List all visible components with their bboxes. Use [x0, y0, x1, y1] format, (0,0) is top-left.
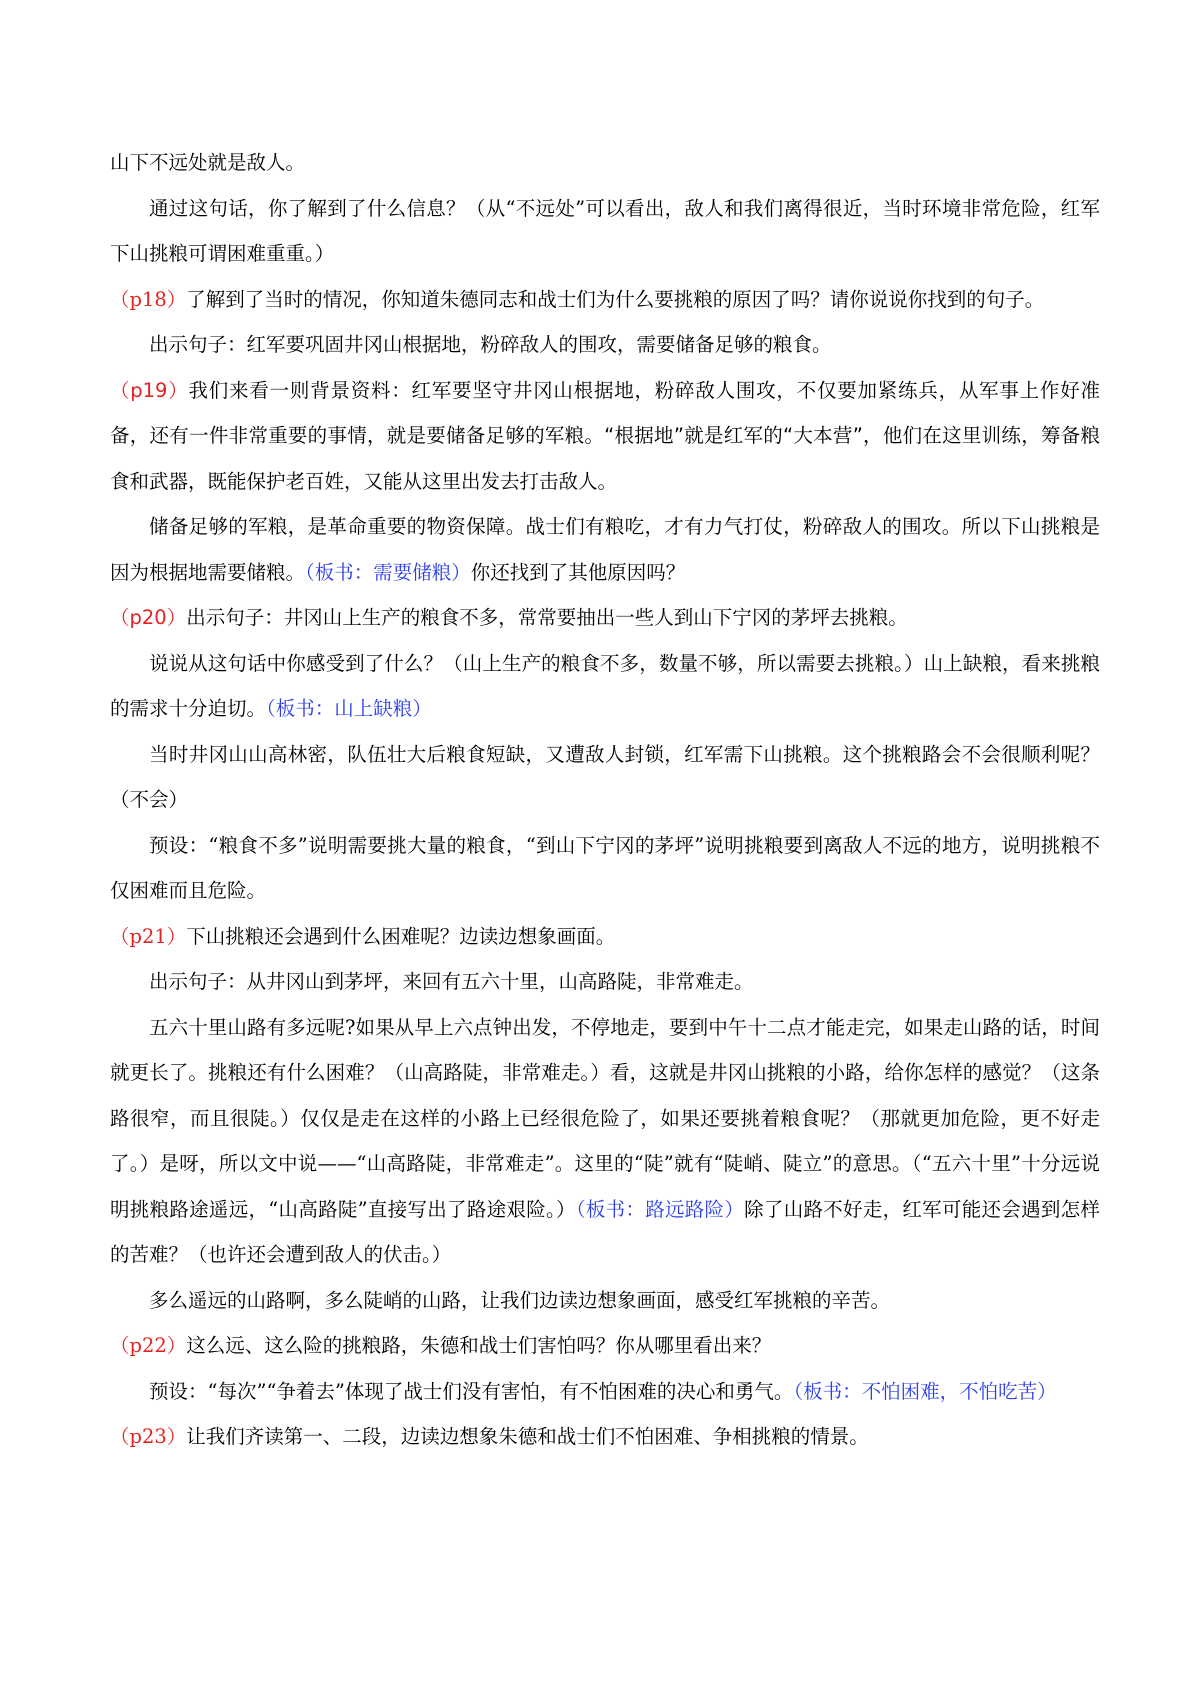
text-segment: 你还找到了其他原因吗？: [470, 560, 686, 584]
slide-ref-label: （p19）: [110, 378, 189, 402]
paragraph-14: [110, 1278, 1100, 1324]
slide-ref-label: （p21）: [110, 924, 187, 948]
text-segment: 预设：“粮食不多”说明需要挑大量的粮食，“到山下宁冈的茅坪”说明挑粮要到离敌人不远的地方，说明挑粮不仅困难而且危险。: [110, 833, 1100, 902]
text-segment: 了解到了当时的情况，你知道朱德同志和战士们为什么要挑粮的原因了吗？请你说说你找到的句子。: [186, 287, 1045, 311]
board-note: （板书：需要储粮）: [305, 560, 471, 584]
slide-ref-label: （p20）: [110, 606, 187, 629]
paragraph-5: [110, 368, 1100, 505]
paragraph-12: [110, 959, 1100, 1005]
paragraph-6: [110, 504, 1100, 595]
slide-ref-label: （p18）: [110, 287, 187, 311]
paragraph-4: [110, 322, 1100, 368]
board-note: （板书：不怕困难，不怕吃苦）: [793, 1379, 1057, 1403]
paragraph-8: [110, 641, 1100, 732]
text-segment: 储备足够的军粮，是革命重要的物资保障。战士们有粮吃，才有力气打仗，粉碎敌人的围攻。所以下山挑粮是因为根据地需要储粮。: [110, 515, 1100, 584]
text-segment: 这么远、这么险的挑粮路，朱德和战士们害怕吗？你从哪里看出来？: [186, 1334, 772, 1357]
text-segment: 预设：“每次”“争着去”体现了战士们没有害怕，有不怕困难的决心和勇气。: [149, 1379, 794, 1403]
board-note: （板书：山上缺粮）: [266, 697, 432, 720]
text-segment: 下山挑粮还会遇到什么困难呢？边读边想象画面。: [186, 924, 616, 948]
paragraph-16: [110, 1369, 1100, 1415]
paragraph-10: [110, 823, 1100, 914]
paragraph-11: [110, 914, 1100, 960]
text-segment: 我们来看一则背景资料：红军要坚守井冈山根据地，粉碎敌人围攻，不仅要加紧练兵，从军事上作好准备，还有一件非常重要的事情，就是要储备足够的军粮。“根据地”就是红军的“大本营”，他们在这里训练，筹备粮食和武器，既能保护老百姓，又能从这里出发去打击敌人。: [110, 378, 1100, 493]
text-segment: 当时井冈山山高林密，队伍壮大后粮食短缺，又遭敌人封锁，红军需下山挑粮。这个挑粮路会不会很顺利呢？（不会）: [110, 742, 1100, 811]
paragraph-13: [110, 1005, 1100, 1278]
paragraph-3: [110, 277, 1100, 323]
text-segment: 多么遥远的山路啊，多么陡峭的山路，让我们边读边想象画面，感受红军挑粮的辛苦。: [149, 1288, 891, 1312]
text-segment: 通过这句话，你了解到了什么信息？（从“不远处”可以看出，敌人和我们离得很近，当时环境非常危险，红军下山挑粮可谓困难重重。）: [110, 196, 1100, 265]
slide-ref-label: （p23）: [110, 1425, 187, 1448]
lesson-text: [110, 140, 1100, 1460]
board-note: （板书：路远路险）: [575, 1197, 745, 1221]
paragraph-9: [110, 732, 1100, 823]
text-segment: 山下不远处就是敌人。: [110, 151, 306, 174]
text-segment: 让我们齐读第一、二段，边读边想象朱德和战士们不怕困难、争相挑粮的情景。: [186, 1425, 869, 1448]
text-segment: 出示句子：红军要巩固井冈山根据地，粉碎敌人的围攻，需要储备足够的粮食。: [149, 333, 832, 356]
paragraph-15: [110, 1323, 1100, 1369]
text-segment: 说说从这句话中你感受到了什么？（山上生产的粮食不多，数量不够，所以需要去挑粮。）山上缺粮，看来挑粮的需求十分迫切。: [110, 651, 1100, 720]
text-segment: 除了山路不好走，红军可能还会遇到怎样的苦难？（也许还会遭到敌人的伏击。）: [110, 1197, 1100, 1266]
text-segment: 五六十里山路有多远呢?如果从早上六点钟出发，不停地走，要到中午十二点才能走完，如果走山路的话，时间就更长了。挑粮还有什么困难？（山高路陡，非常难走。）看，这就是井冈山挑粮的小路，给你怎样的感觉？（这条路很窄，而且很陡。）仅仅是走在这样的小路上已经很危险了，如果还要挑着粮食呢？（那就更加危险，更不好走了。）是呀，所以文中说——“山高路陡，非常难走”。这里的“陡”就有“陡峭、陡立”的意思。（“五六十里”十分远说明挑粮路途遥远，“山高路陡”直接写出了路途艰险。）: [110, 1015, 1100, 1221]
paragraph-1: [110, 140, 1100, 186]
text-segment: 出示句子：从井冈山到茅坪，来回有五六十里，山高路陡，非常难走。: [149, 970, 754, 993]
text-segment: 出示句子：井冈山上生产的粮食不多，常常要抽出一些人到山下宁冈的茅坪去挑粮。: [186, 606, 908, 629]
paragraph-17: [110, 1414, 1100, 1460]
paragraph-2: [110, 186, 1100, 277]
paragraph-7: [110, 595, 1100, 641]
slide-ref-label: （p22）: [110, 1334, 187, 1357]
